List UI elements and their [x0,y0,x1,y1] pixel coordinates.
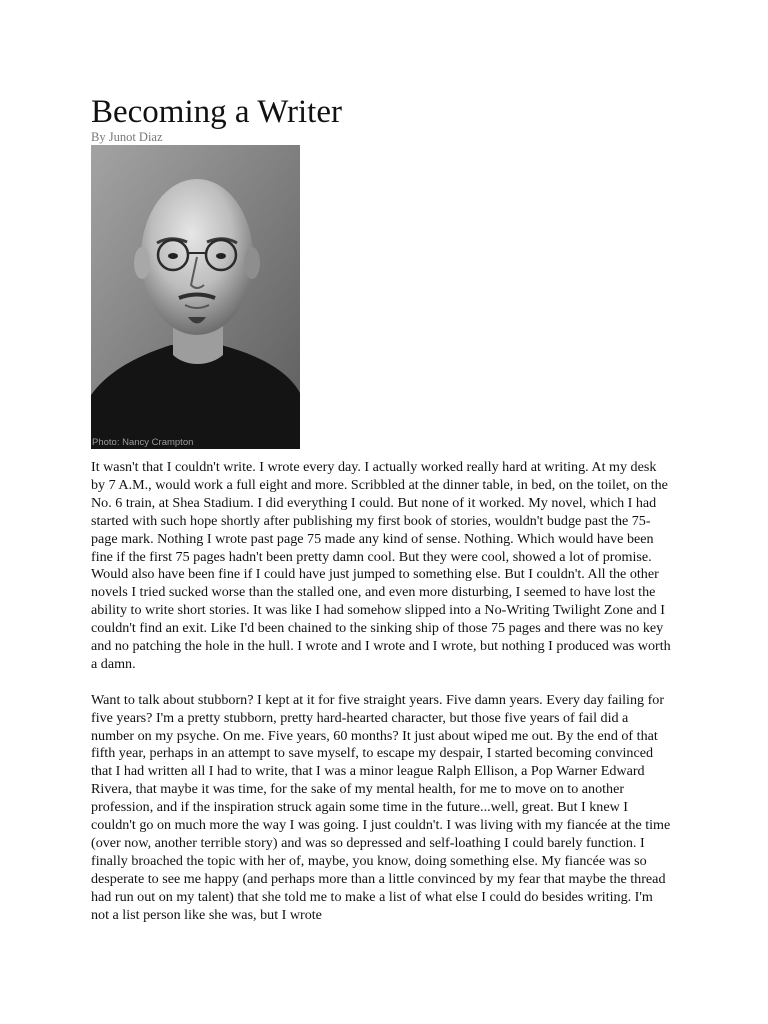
article-title: Becoming a Writer [91,94,342,130]
author-photo [91,145,300,449]
author-portrait-image [91,145,300,449]
paragraph: It wasn't that I couldn't write. I wrote every day. I actually worked really hard at writing. At my desk by 7 A.M., would work a full eight and more. Scribbled at the dinner table, in bed, on the toilet, on the No. 6 train, at Shea Stadium. I did everything I could. But none of it worked. My novel, which I had started with such hope shortly after publishing my first book of stories, wouldn't budge past the 75-page mark. Nothing I wrote past page 75 made any kind of sense. Nothing. Which would have been fine if the first 75 pages hadn't been pretty damn cool. But they were cool, showed a lot of promise. Would also have been fine if I could have just jumped to something else. But I couldn't. All the other novels I tried sucked worse than the stalled one, and even more disturbing, I seemed to have lost the ability to write short stories. It was like I had somehow slipped into a No-Writing Twilight Zone and I couldn't find an exit. Like I'd been chained to the sinking ship of those 75 pages and there was no key and no patching the hole in the hull. I wrote and I wrote and I wrote, but nothing I produced was worth a damn. [91,459,671,672]
photo-credit: Photo: Nancy Crampton [92,437,194,448]
paragraph: Want to talk about stubborn? I kept at it for five straight years. Five damn years. Every day failing for five years? I'm a pretty stubborn, pretty hard-hearted character, but those five years of fail did a number on my psyche. On me. Five years, 60 months? It just about wiped me out. By the end of that fifth year, perhaps in an attempt to save myself, to escape my despair, I started becoming convinced that I had written all I had to write, that I was a minor league Ralph Ellison, a Pop Warner Edward Rivera, that maybe it was time, for the sake of my mental health, for me to move on to another profession, and if the inspiration struck again some time in the future...well, great. But I knew I couldn't go on much more the way I was going. I just couldn't. I was living with my fiancée at the time (over now, another terrible story) and was so depressed and self-loathing I could barely function. I finally broached the topic with her of, maybe, you know, doing something else. My fiancée was so desperate to see me happy (and perhaps more than a little convinced by my fear that maybe the thread had run out on my talent) that she told me to make a list of what else I could do besides writing. I'm not a list person like she was, but I wrote [91,691,671,923]
article-byline: By Junot Diaz [91,130,163,144]
article-body [91,459,671,942]
